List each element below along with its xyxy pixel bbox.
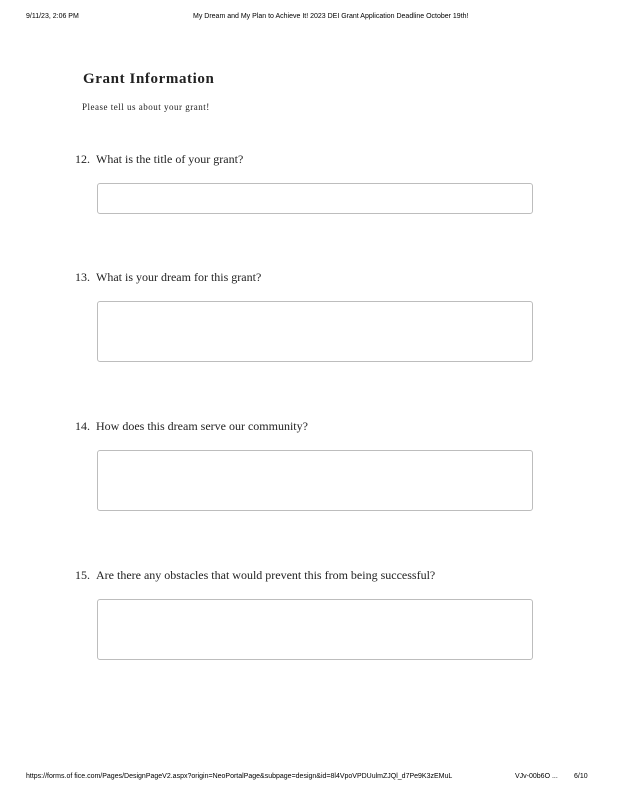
question-14 <box>75 419 308 434</box>
answer-field-15[interactable] <box>97 599 533 660</box>
print-code: VJv-00b6O ... <box>515 773 558 780</box>
question-text: What is your dream for this grant? <box>96 270 262 284</box>
question-13 <box>75 270 261 285</box>
print-url: https://forms.of fice.com/Pages/DesignPageV2.aspx?origin=NeoPortalPage&subpage=design&id=8l4VpoVPDUulmZJQl_d7Pe9K3zEMuL <box>26 773 453 780</box>
question-number: 15. <box>75 568 90 582</box>
question-number: 13. <box>75 270 90 284</box>
print-title: My Dream and My Plan to Achieve It! 2023 DEI Grant Application Deadline October 19th! <box>193 13 469 20</box>
question-number: 12. <box>75 152 90 166</box>
question-12 <box>75 152 243 167</box>
section-subtitle: Please tell us about your grant! <box>82 102 210 112</box>
question-text: Are there any obstacles that would prevent this from being successful? <box>96 568 436 582</box>
section-title: Grant Information <box>83 71 215 87</box>
answer-field-12[interactable] <box>97 183 533 214</box>
answer-field-14[interactable] <box>97 450 533 511</box>
question-15 <box>75 568 435 583</box>
question-text: What is the title of your grant? <box>96 152 244 166</box>
print-header <box>0 13 618 25</box>
answer-field-13[interactable] <box>97 301 533 362</box>
question-number: 14. <box>75 419 90 433</box>
question-text: How does this dream serve our community? <box>96 419 308 433</box>
page-number: 6/10 <box>574 773 588 780</box>
print-date: 9/11/23, 2:06 PM <box>26 13 79 20</box>
print-footer <box>0 773 618 785</box>
